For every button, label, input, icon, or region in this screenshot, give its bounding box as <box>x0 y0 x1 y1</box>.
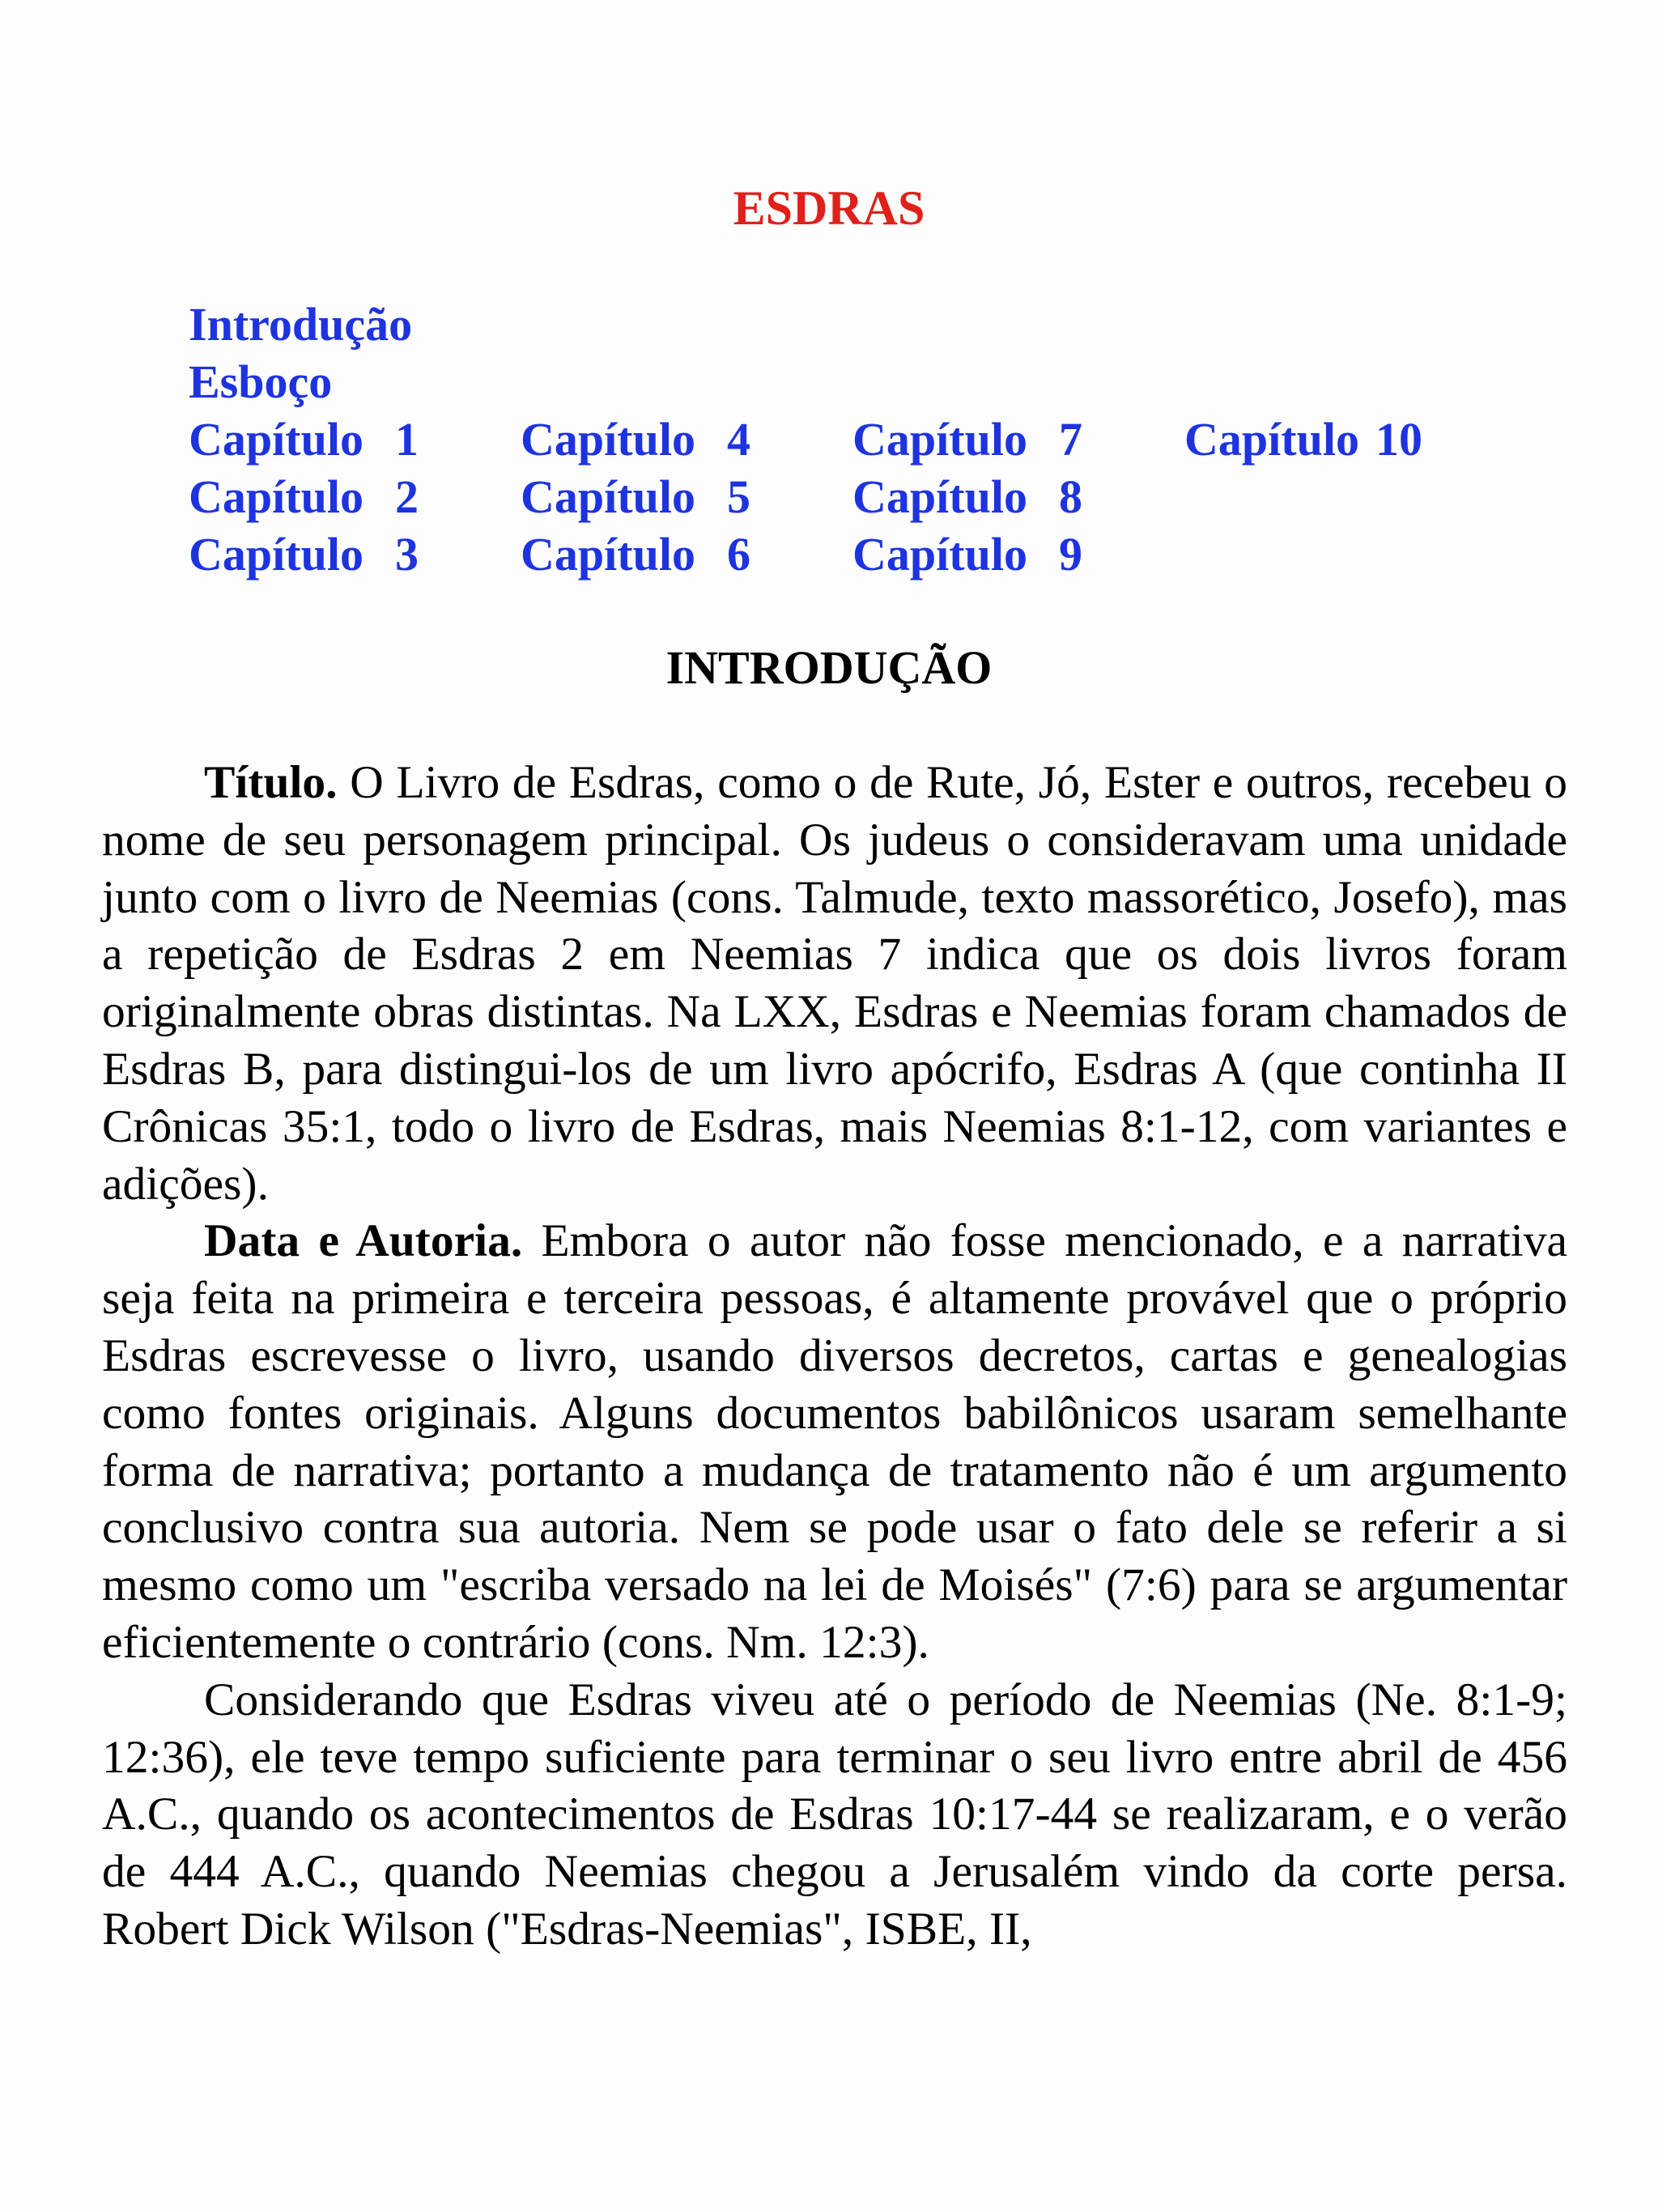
paragraph-chronology <box>102 1672 1567 1959</box>
toc-link-chapter-6[interactable]: Capítulo 6 <box>521 528 750 581</box>
toc-link-chapter-5[interactable]: Capítulo 5 <box>521 470 750 523</box>
toc-link-chapter-3[interactable]: Capítulo 3 <box>189 528 419 581</box>
toc-link-chapter-4[interactable]: Capítulo 4 <box>521 413 750 466</box>
paragraph-date-authorship <box>102 1213 1567 1671</box>
toc-link-chapter-10[interactable]: Capítulo 10 <box>1184 413 1422 466</box>
paragraph-text: Considerando que Esdras viveu até o período de Neemias (Ne. 8:1-9; 12:36), ele teve tempo suficiente para terminar o seu livro entre abril de 456 A.C., quando os acontecimentos de Esdras 10:17-44 se realizaram, e o verão de 444 A.C., quando Neemias chegou a Jerusalém vindo da corte persa. Robert Dick Wilson ("Esdras-Neemias", ISBE, II, <box>102 1674 1567 1955</box>
table-of-contents <box>189 296 1508 583</box>
chapter-links-grid <box>189 410 1508 583</box>
toc-link-chapter-9[interactable]: Capítulo 9 <box>852 528 1082 581</box>
toc-link-introduction[interactable]: Introdução <box>189 298 413 351</box>
toc-empty-cell <box>1184 525 1508 583</box>
section-heading-introduction: INTRODUÇÃO <box>665 641 993 694</box>
paragraph-title <box>102 755 1567 1213</box>
introduction-body <box>102 755 1567 1959</box>
toc-link-outline[interactable]: Esboço <box>189 355 333 408</box>
paragraph-text: O Livro de Esdras, como o de Rute, Jó, Ester e outros, recebeu o nome de seu personagem principal. Os judeus o consideravam uma unidade junto com o livro de Neemias (cons. Talmude, texto massorético, Josefo), mas a repetição de Esdras 2 em Neemias 7 indica que os dois livros foram originalmente obras distintas. Na LXX, Esdras e Neemias foram chamados de Esdras B, para distingui-los de um livro apócrifo, Esdras A (que continha II Crônicas 35:1, todo o livro de Esdras, mais Neemias 8:1-12, com variantes e adições). <box>102 757 1567 1210</box>
book-title: ESDRAS <box>733 181 925 235</box>
paragraph-text: Embora o autor não fosse mencionado, e a narrativa seja feita na primeira e terceira pessoas, é altamente provável que o próprio Esdras escrevesse o livro, usando diversos decretos, cartas e genealogias como fontes originais. Alguns documentos babilônicos usaram semelhante forma de narrativa; portanto a mudança de tratamento não é um argumento conclusivo contra sua autoria. Nem se pode usar o fato dele se referir a si mesmo como um "escriba versado na lei de Moisés" (7:6) para se argumentar eficientemente o contrário (cons. Nm. 12:3). <box>102 1215 1567 1668</box>
toc-link-chapter-8[interactable]: Capítulo 8 <box>852 470 1082 523</box>
toc-link-chapter-2[interactable]: Capítulo 2 <box>189 470 419 523</box>
toc-link-chapter-7[interactable]: Capítulo 7 <box>852 413 1082 466</box>
toc-link-chapter-1[interactable]: Capítulo 1 <box>189 413 419 466</box>
paragraph-label: Data e Autoria. <box>204 1215 523 1267</box>
toc-empty-cell <box>1184 468 1508 525</box>
paragraph-label: Título. <box>204 757 338 808</box>
